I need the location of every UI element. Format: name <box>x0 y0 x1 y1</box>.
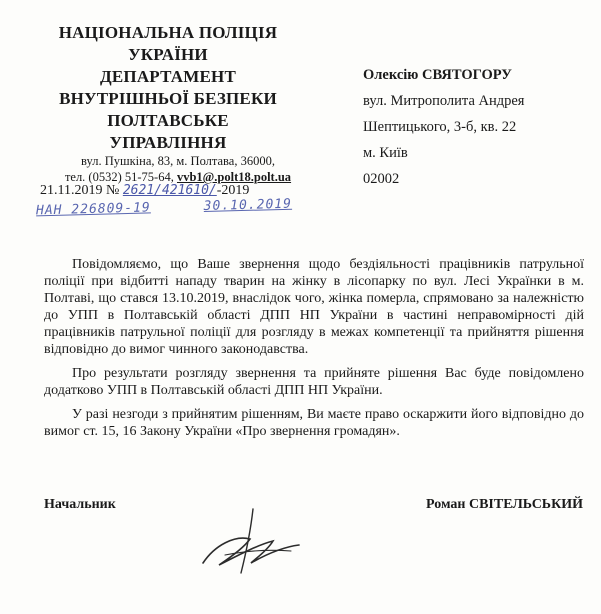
addressee-block <box>363 62 593 192</box>
body-paragraph-2: Про результати розгляду звернення та прийняте рішення Вас буде повідомлено додатково УПП в Полтавській області ДПП НП України. <box>44 366 584 398</box>
signer-name: Роман СВІТЕЛЬСЬКИЙ <box>426 497 583 512</box>
body-paragraph-1: Повідомляємо, що Ваше звернення щодо бездіяльності працівників патрульної поліції при відбитті нападу тварин на жінку в лісопарку по вул. Лесі Українки в м. Полтаві, що стався 13.10.2019, внаслідок чого, жінка померла, спрямовано за належністю до УПП в Полтавській області ДПП НП України в частині неправомірності дій працівників патрульної поліції для розгляду в межах компетенції та прийняття рішення відповідно до вимог чинного законодавства. <box>44 257 584 357</box>
org-line: УКРАЇНИ <box>128 45 208 64</box>
org-line: ПОЛТАВСЬКЕ <box>107 111 229 130</box>
org-phone: тел. (0532) 51-75-64, <box>64 170 174 184</box>
addressee-name: Олексію СВЯТОГОРУ <box>363 67 512 83</box>
handwritten-signature <box>195 505 305 577</box>
signer-position: Начальник <box>44 497 116 512</box>
org-line: НАЦІОНАЛЬНА ПОЛІЦІЯ <box>58 23 278 42</box>
registration-number: 2621/421610/ <box>122 183 217 198</box>
stamp-number: НАН 226809-19 <box>35 200 151 219</box>
org-email: vvb1@.polt18.polt.ua <box>176 170 292 184</box>
registration-number-label: № <box>105 183 120 198</box>
addressee-postcode: 02002 <box>363 171 400 187</box>
letter-body <box>44 256 584 447</box>
stamp-date: 30.10.2019 <box>203 196 293 215</box>
org-address: вул. Пушкіна, 83, м. Полтава, 36000, <box>81 154 275 168</box>
org-line: ВНУТРІШНЬОЇ БЕЗПЕКИ <box>59 89 277 108</box>
org-line: УПРАВЛІННЯ <box>109 133 227 152</box>
addressee-street-2: Шептицького, 3-б, кв. 22 <box>363 119 517 135</box>
org-line: ДЕПАРТАМЕНТ <box>99 67 237 86</box>
org-contact <box>48 153 308 185</box>
registration-number-suffix: -2019 <box>216 183 250 198</box>
addressee-street-1: вул. Митрополита Андрея <box>363 93 525 109</box>
incoming-stamp <box>36 197 296 219</box>
organization-header <box>18 22 318 154</box>
addressee-city: м. Київ <box>363 145 408 161</box>
body-paragraph-3: У разі незгоди з прийнятим рішенням, Ви маєте право оскаржити його відповідно до вимог ст. 15, 16 Закону України «Про звернення громадян». <box>44 407 584 439</box>
registration-date: 21.11.2019 <box>40 183 103 198</box>
